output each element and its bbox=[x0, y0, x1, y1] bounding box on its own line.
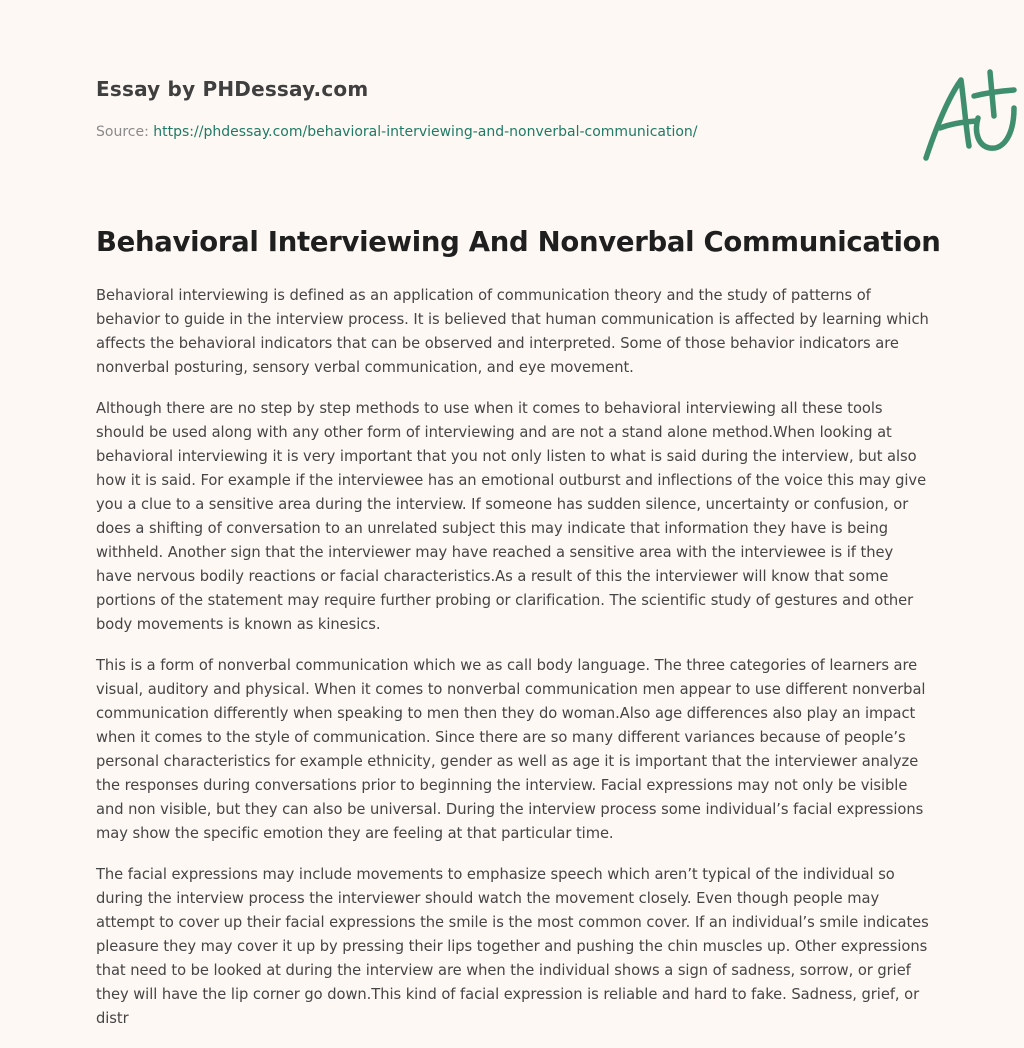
source-link[interactable]: https://phdessay.com/behavioral-interviewing-and-nonverbal-communication/ bbox=[153, 124, 698, 140]
source-line bbox=[96, 124, 698, 140]
essay-title: Behavioral Interviewing And Nonverbal Communication bbox=[96, 226, 941, 258]
a-plus-grade-icon bbox=[914, 66, 1024, 166]
essay-paragraph: Although there are no step by step methods to use when it comes to behavioral interviewing all these tools should be used along with any other form of interviewing and are not a stand alone method.When looking at behavioral interviewing it is very important that you not only listen to what is said during the interview, but also how it is said. For example if the interviewee has an emotional outburst and inflections of the voice this may give you a clue to a sensitive area during the interview. If someone has sudden silence, uncertainty or confusion, or does a shifting of conversation to an unrelated subject this may indicate that information they have is being withheld. Another sign that the interviewer may have reached a sensitive area with the interviewee is if they have nervous bodily reactions or facial characteristics.As a result of this the interviewer will know that some portions of the statement may require further probing or clarification. The scientific study of gestures and other body movements is known as kinesics. bbox=[96, 400, 927, 633]
site-brand: Essay by PHDessay.com bbox=[96, 77, 369, 101]
source-label: Source: bbox=[96, 124, 154, 140]
essay-paragraph: The facial expressions may include movements to emphasize speech which aren’t typical of the individual so during the interview process the interviewer should watch the movement closely. Even though people may attempt to cover up their facial expressions the smile is the most common cover. If an individual’s smile indicates pleasure they may cover it up by pressing their lips together and pushing the chin muscles up. Other expressions that need to be looked at during the interview are when the individual shows a sign of sadness, sorrow, or grief they will have the lip corner go down.This kind of facial expression is reliable and hard to fake. Sadness, grief, or distr bbox=[96, 866, 929, 1027]
essay-paragraph: This is a form of nonverbal communication which we as call body language. The three categories of learners are visual, auditory and physical. When it comes to nonverbal communication men appear to use different nonverbal communication differently when speaking to men then they do woman.Also age differences also play an impact when it comes to the style of communication. Since there are so many different variances because of people’s personal characteristics for example ethnicity, gender as well as age it is important that the interviewer analyze the responses during conversations prior to beginning the interview. Facial expressions may not only be visible and non visible, but they can also be universal. During the interview process some individual’s facial expressions may show the specific emotion they are feeling at that particular time. bbox=[96, 657, 926, 842]
essay-body bbox=[96, 284, 930, 1048]
essay-paragraph: Behavioral interviewing is defined as an application of communication theory and the study of patterns of behavior to guide in the interview process. It is believed that human communication is affected by learning which affects the behavioral indicators that can be observed and interpreted. Some of those behavior indicators are nonverbal posturing, sensory verbal communication, and eye movement. bbox=[96, 287, 929, 376]
